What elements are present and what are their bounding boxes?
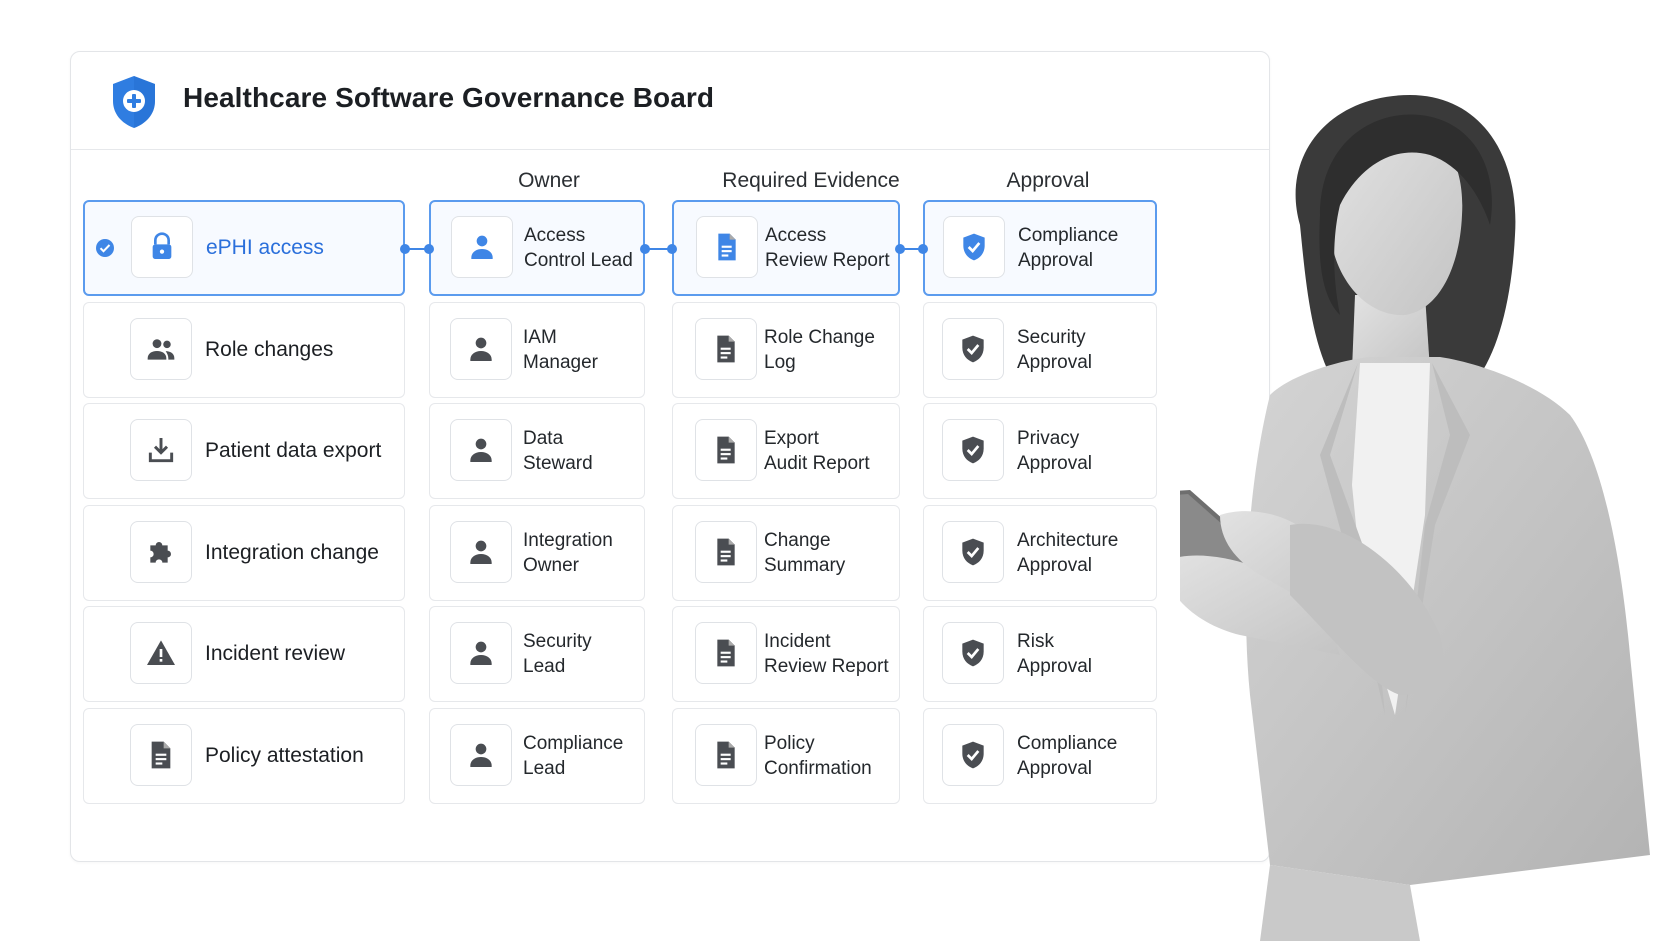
evidence-label-line: Review Report: [765, 250, 890, 271]
evidence-label-line: Review Report: [764, 656, 889, 677]
person-icon: [450, 521, 512, 583]
evidence-card[interactable]: [672, 606, 900, 702]
evidence-label-line: Policy: [764, 732, 815, 754]
owner-card[interactable]: [429, 200, 645, 296]
category-card[interactable]: [83, 606, 405, 702]
owner-card[interactable]: [429, 708, 645, 804]
approval-label-line: Risk: [1017, 631, 1054, 652]
woman-with-tablet-photo: [1180, 95, 1672, 941]
category-label: Patient data export: [205, 439, 382, 462]
approval-label: [1017, 426, 1092, 476]
evidence-label-line: Export: [764, 428, 819, 449]
approval-card[interactable]: [923, 505, 1157, 601]
column-header-owner: Owner: [518, 169, 580, 192]
approval-card[interactable]: [923, 302, 1157, 398]
owner-label-line: Lead: [523, 656, 566, 677]
approval-label-line: Approval: [1017, 757, 1092, 779]
evidence-card[interactable]: [672, 302, 900, 398]
approval-card[interactable]: [923, 606, 1157, 702]
evidence-label: [765, 223, 890, 273]
owner-card[interactable]: [429, 403, 645, 499]
document-icon: [130, 724, 192, 786]
shield-check-icon: [942, 521, 1004, 583]
owner-label-line: IAM: [523, 326, 557, 348]
evidence-card[interactable]: [672, 403, 900, 499]
approval-label-line: Compliance: [1018, 225, 1119, 246]
category-card[interactable]: [83, 505, 405, 601]
shield-check-icon: [942, 622, 1004, 684]
evidence-card[interactable]: [672, 505, 900, 601]
owner-label: [524, 223, 633, 273]
download-icon: [130, 419, 192, 481]
evidence-label: [764, 731, 872, 781]
owner-label: [523, 426, 593, 476]
connector-dot: [400, 244, 410, 254]
approval-label: [1017, 629, 1092, 679]
approval-label-line: Architecture: [1017, 529, 1119, 551]
selected-check-icon: [94, 237, 116, 259]
owner-label-line: Compliance: [523, 732, 624, 754]
approval-label-line: Approval: [1017, 351, 1092, 373]
evidence-label-line: Change: [764, 529, 831, 551]
owner-label-line: Access: [524, 225, 586, 246]
evidence-label: [764, 528, 845, 578]
owner-label: [523, 528, 613, 578]
approval-label: [1017, 731, 1117, 781]
approval-card[interactable]: [923, 403, 1157, 499]
evidence-label-line: Audit Report: [764, 453, 870, 474]
owner-label: [523, 325, 598, 375]
column-header-approval: Approval: [1006, 169, 1090, 192]
file-icon: [695, 724, 757, 786]
approval-label-line: Compliance: [1017, 732, 1118, 754]
page-title: Healthcare Software Governance Board: [183, 82, 715, 113]
approval-label: [1018, 223, 1118, 273]
users-icon: [130, 318, 192, 380]
file-icon: [695, 419, 757, 481]
person-icon: [450, 622, 512, 684]
evidence-label-line: Summary: [764, 554, 846, 576]
governance-board: [70, 51, 1270, 862]
evidence-label: [764, 325, 875, 375]
approval-label-line: Approval: [1017, 656, 1092, 677]
evidence-card[interactable]: [672, 200, 900, 296]
approval-label-line: Privacy: [1017, 428, 1080, 449]
shield-check-icon: [943, 216, 1005, 278]
evidence-label-line: Incident: [764, 631, 831, 652]
file-icon: [695, 622, 757, 684]
warning-icon: [130, 622, 192, 684]
category-label: ePHI access: [206, 236, 324, 259]
person-icon: [450, 419, 512, 481]
category-card[interactable]: [83, 302, 405, 398]
owner-card[interactable]: [429, 302, 645, 398]
shield-check-icon: [942, 724, 1004, 786]
approval-label-line: Approval: [1017, 554, 1092, 576]
owner-label-line: Owner: [523, 554, 579, 576]
connector-dot: [918, 244, 928, 254]
connector-dot: [895, 244, 905, 254]
category-label: Policy attestation: [205, 743, 364, 767]
owner-label-line: Integration: [523, 529, 613, 551]
shield-check-icon: [942, 318, 1004, 380]
owner-label-line: Control Lead: [524, 250, 633, 271]
category-label: Role changes: [205, 337, 334, 361]
puzzle-icon: [130, 521, 192, 583]
owner-label-line: Data: [523, 428, 564, 449]
approval-label: [1017, 528, 1118, 578]
shield-check-icon: [942, 419, 1004, 481]
approval-label: [1017, 325, 1092, 375]
evidence-label: [764, 426, 870, 476]
person-icon: [451, 216, 513, 278]
owner-card[interactable]: [429, 606, 645, 702]
category-card[interactable]: [83, 708, 405, 804]
approval-label-line: Security: [1017, 326, 1086, 348]
shield-plus-logo-icon: [109, 74, 159, 130]
category-card[interactable]: [83, 200, 405, 296]
file-icon: [695, 521, 757, 583]
column-header-required-evidence: Required Evidence: [722, 169, 900, 192]
category-label: Integration change: [205, 540, 379, 564]
approval-label-line: Approval: [1018, 250, 1093, 271]
person-icon: [450, 724, 512, 786]
file-icon: [695, 318, 757, 380]
evidence-label: [764, 629, 889, 679]
owner-label-line: Manager: [523, 351, 598, 373]
owner-label-line: Security: [523, 631, 592, 652]
evidence-label-line: Access: [765, 225, 827, 246]
owner-label-line: Lead: [523, 757, 566, 779]
file-icon: [696, 216, 758, 278]
approval-card[interactable]: [923, 708, 1157, 804]
approval-card[interactable]: [923, 200, 1157, 296]
connector-dot: [640, 244, 650, 254]
category-card[interactable]: [83, 403, 405, 499]
connector-dot: [424, 244, 434, 254]
evidence-card[interactable]: [672, 708, 900, 804]
owner-label: [523, 629, 592, 679]
category-label: Incident review: [205, 642, 346, 665]
evidence-label-line: Log: [764, 351, 796, 373]
evidence-label-line: Confirmation: [764, 757, 872, 779]
board-header: [71, 52, 1269, 150]
owner-card[interactable]: [429, 505, 645, 601]
connector-dot: [667, 244, 677, 254]
owner-label-line: Steward: [523, 453, 593, 474]
person-icon: [450, 318, 512, 380]
approval-label-line: Approval: [1017, 453, 1092, 474]
owner-label: [523, 731, 623, 781]
lock-icon: [131, 216, 193, 278]
evidence-label-line: Role Change: [764, 326, 875, 348]
